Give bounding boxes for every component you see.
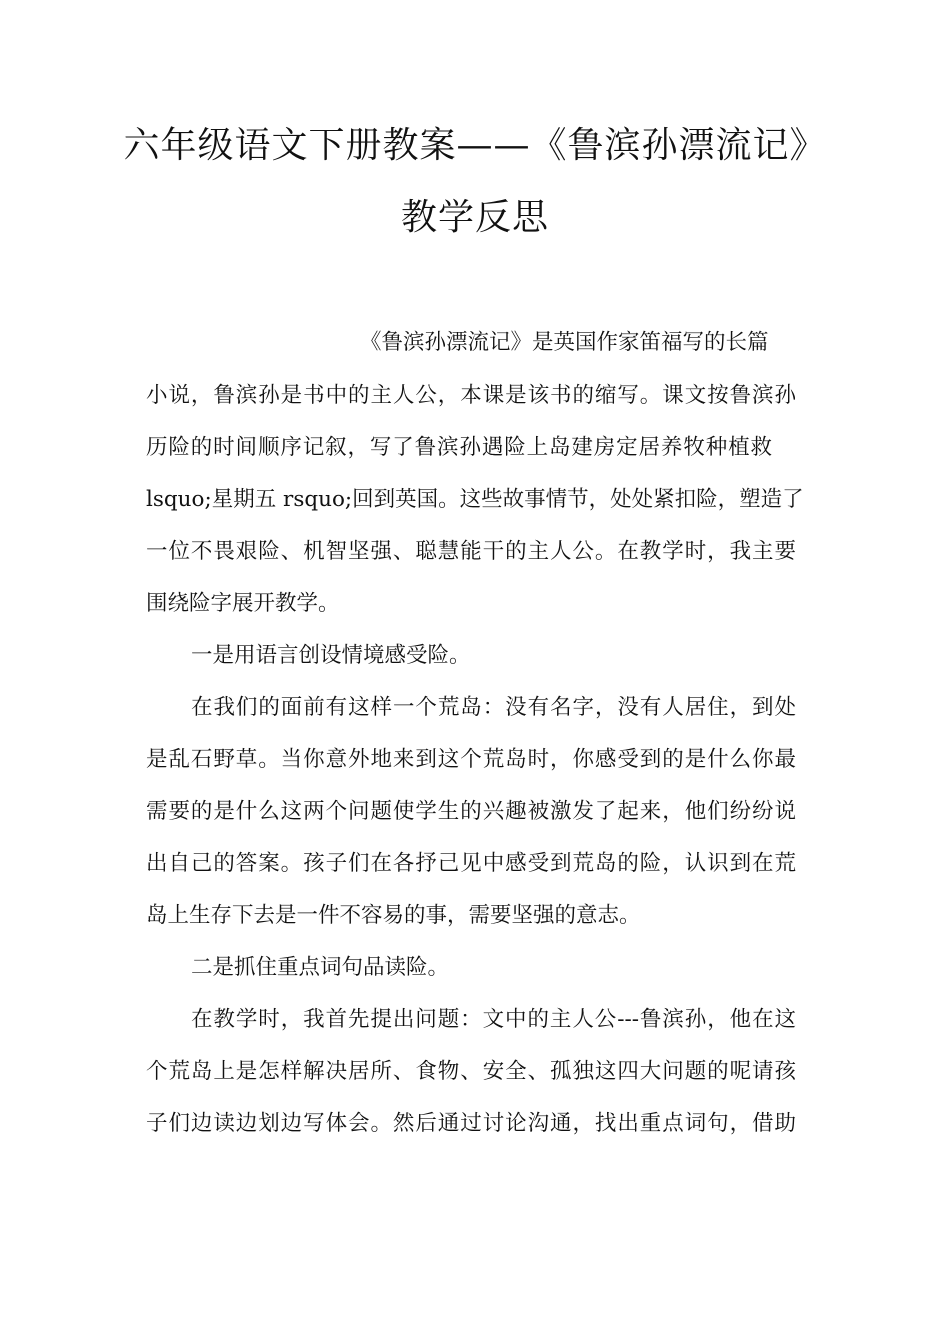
body-line-9: 是乱石野草。当你意外地来到这个荒岛时，你感受到的是什么你最	[146, 747, 796, 772]
body-line-14: 在教学时，我首先提出问题：文中的主人公---鲁滨孙，他在这	[191, 1007, 796, 1032]
document-title-line-1: 六年级语文下册教案——《鲁滨孙漂流记》	[123, 125, 827, 166]
body-line-1: 《鲁滨孙漂流记》是英国作家笛福写的长篇	[360, 330, 769, 355]
body-line-3: 历险的时间顺序记叙，写了鲁滨孙遇险上岛建房定居养牧种植救	[146, 435, 772, 460]
body-line-6: 围绕险字展开教学。	[146, 591, 340, 616]
section-heading-1: 一是用语言创设情境感受险。	[191, 643, 471, 668]
body-line-11: 出自己的答案。孩子们在各抒己见中感受到荒岛的险，认识到在荒	[146, 851, 796, 876]
body-line-2: 小说，鲁滨孙是书中的主人公，本课是该书的缩写。课文按鲁滨孙	[146, 383, 796, 408]
body-line-4: lsquo;星期五 rsquo;回到英国。这些故事情节，处处紧扣险，塑造了	[146, 487, 804, 512]
body-line-16: 子们边读边划边写体会。然后通过讨论沟通，找出重点词句，借助	[146, 1111, 796, 1136]
body-line-15: 个荒岛上是怎样解决居所、食物、安全、孤独这四大问题的呢请孩	[146, 1059, 796, 1084]
body-line-10: 需要的是什么这两个问题使学生的兴趣被激发了起来，他们纷纷说	[146, 799, 796, 824]
document-title-line-2: 教学反思	[400, 197, 549, 238]
body-line-8: 在我们的面前有这样一个荒岛：没有名字，没有人居住，到处	[191, 695, 796, 720]
section-heading-2: 二是抓住重点词句品读险。	[191, 955, 450, 980]
body-line-12: 岛上生存下去是一件不容易的事，需要坚强的意志。	[146, 903, 641, 928]
body-line-5: 一位不畏艰险、机智坚强、聪慧能干的主人公。在教学时，我主要	[146, 539, 796, 564]
